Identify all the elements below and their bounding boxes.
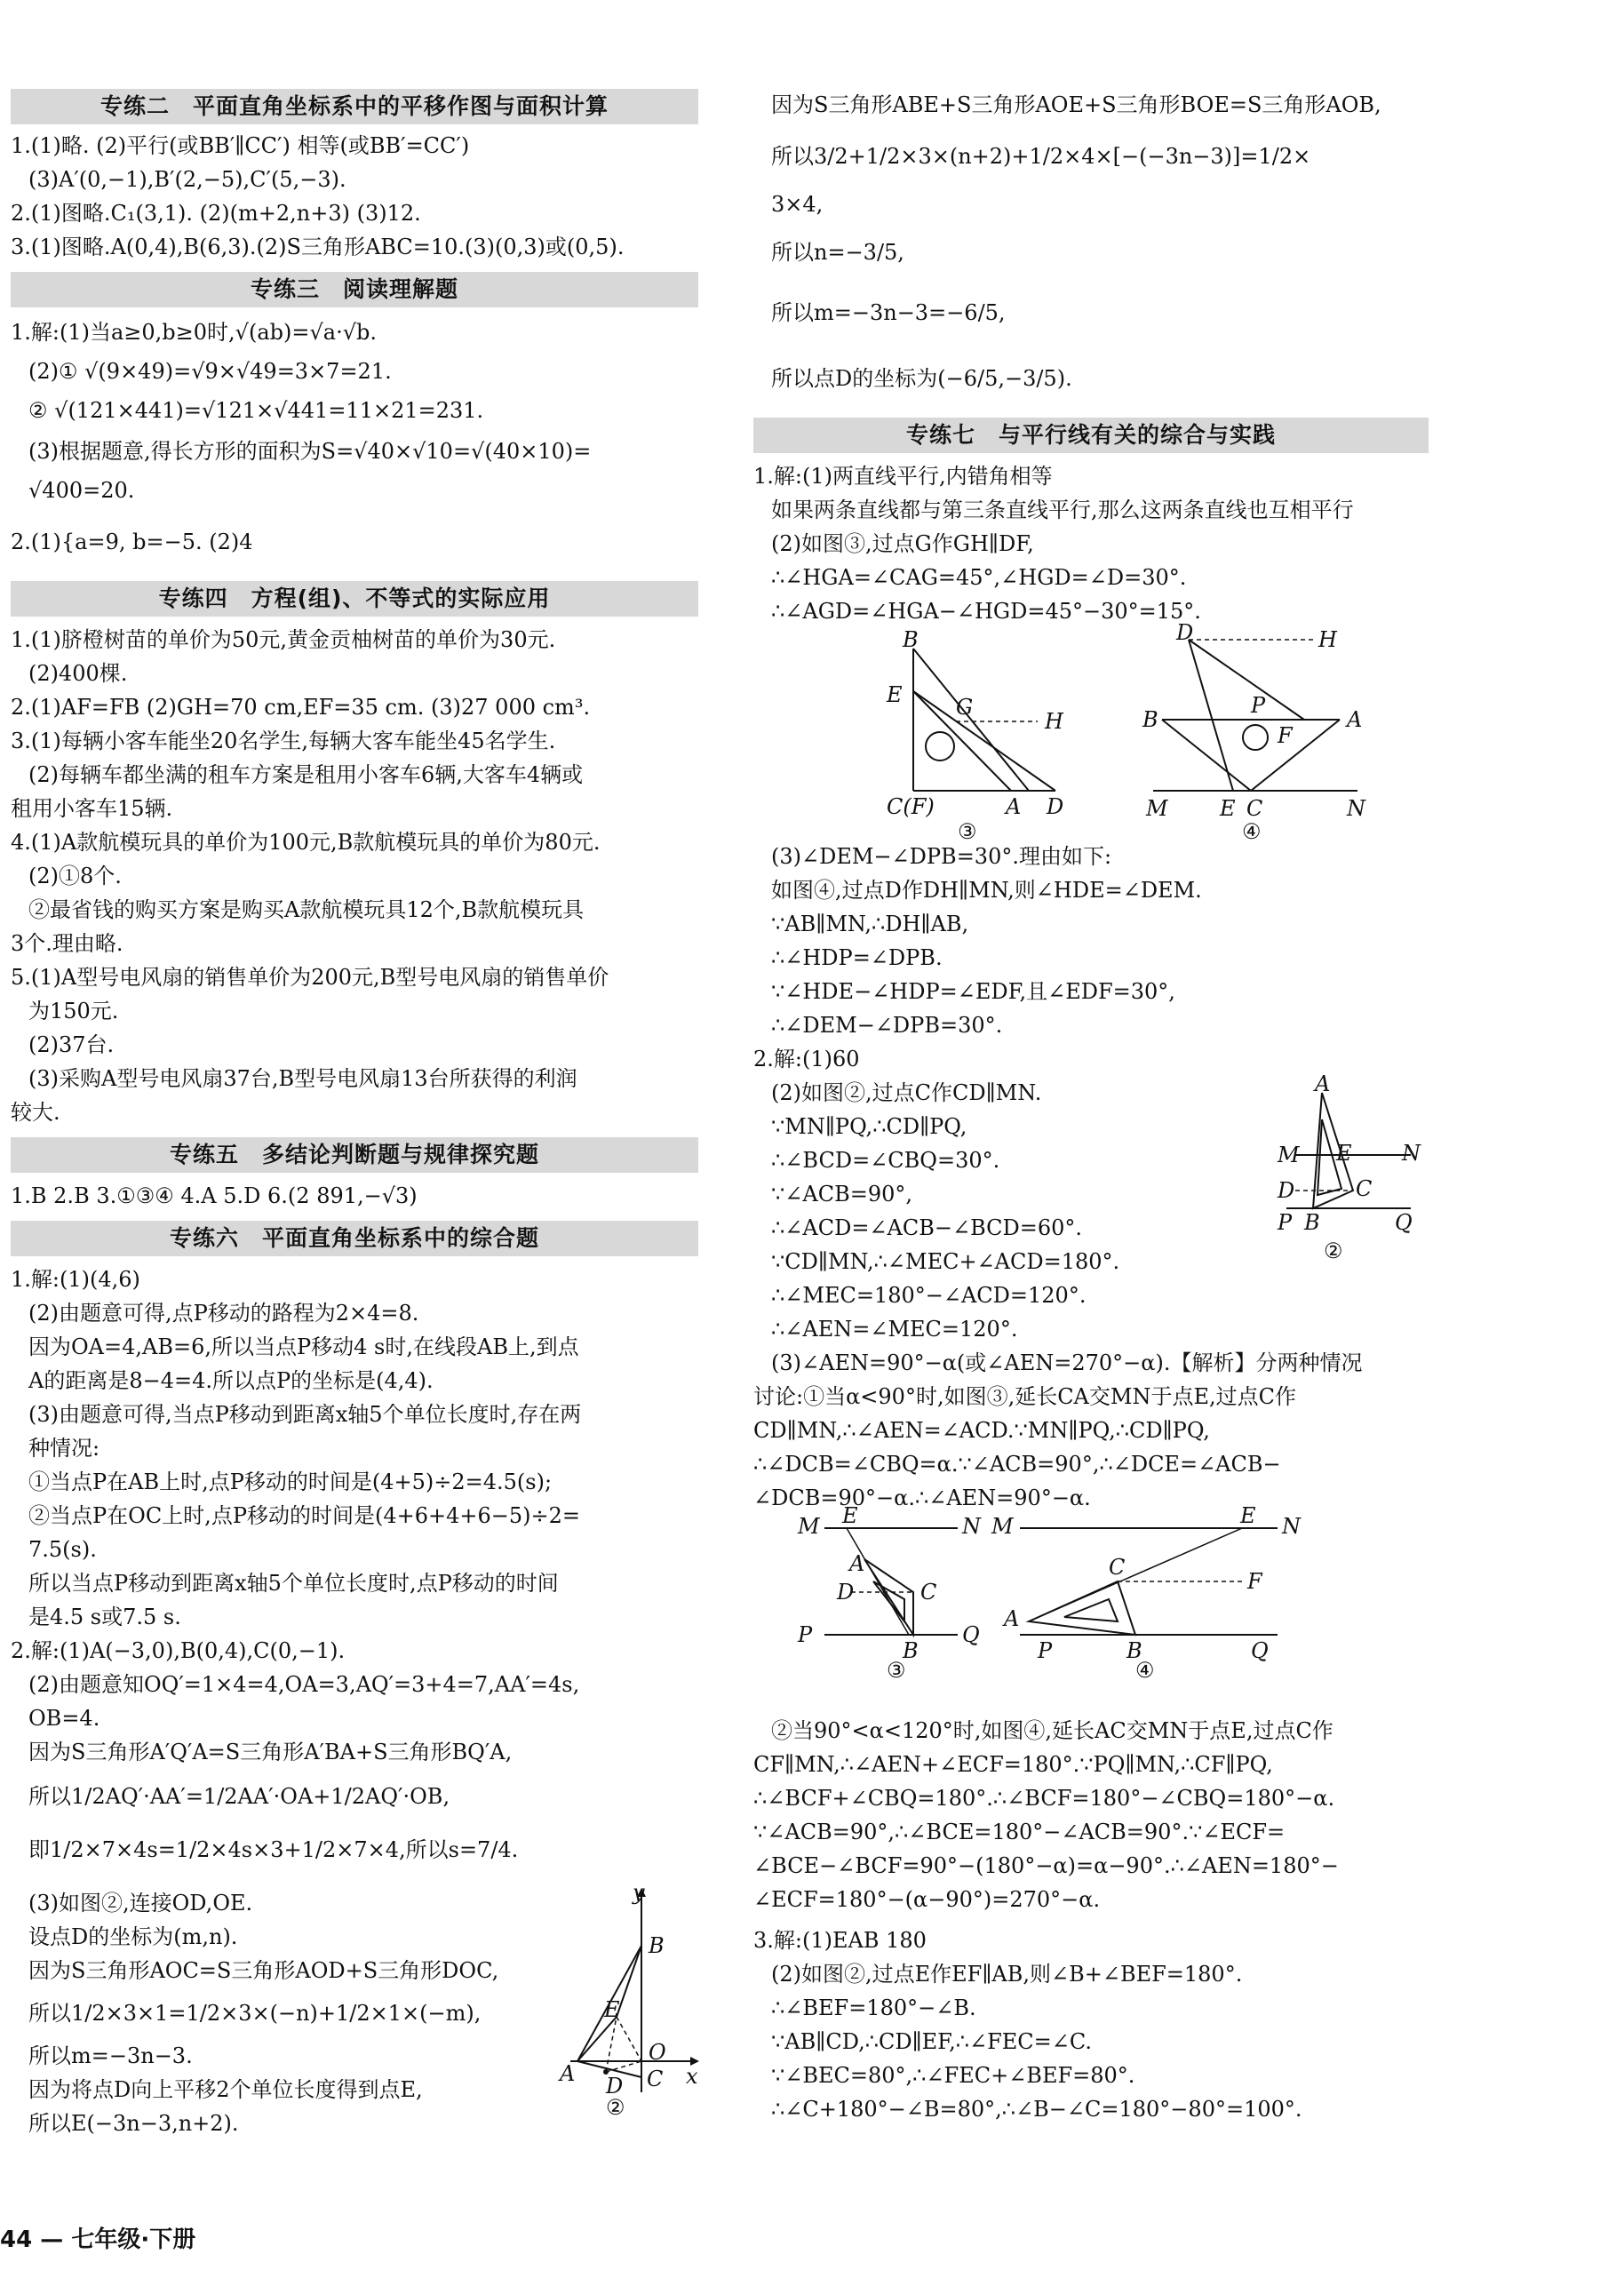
- answer-line: 3.解:(1)EAB 180: [753, 1928, 927, 1953]
- svg-text:A: A: [1006, 794, 1022, 819]
- svg-text:M: M: [991, 1514, 1014, 1539]
- answer-line: ∴∠ACD=∠ACB−∠BCD=60°.: [771, 1215, 1083, 1240]
- answer-line: 租用小客车15辆.: [11, 796, 173, 821]
- triangle-figures: [860, 620, 1393, 844]
- svg-text:A: A: [1004, 1606, 1020, 1631]
- answer-line: CD∥MN,∴∠AEN=∠ACD.∵MN∥PQ,∴CD∥PQ,: [753, 1418, 1210, 1443]
- grade-label: 七年级·下册: [71, 2226, 196, 2253]
- page-number: 44: [0, 2226, 33, 2253]
- answer-line: ②当90°<α<120°时,如图④,延长AC交MN于点E,过点C作: [771, 1718, 1333, 1743]
- svg-text:A: A: [1315, 1071, 1331, 1096]
- answer-line: 2.解:(1)60: [753, 1047, 860, 1071]
- answer-line: (2)① √(9×49)=√9×√49=3×7=21.: [28, 359, 392, 384]
- section-title: 专练三 阅读理解题: [11, 272, 698, 307]
- answer-line: 所以m=−3n−3=−6/5,: [771, 300, 1006, 325]
- section-title: 专练六 平面直角坐标系中的综合题: [11, 1221, 698, 1256]
- figure-caption: ②: [606, 2095, 625, 2120]
- problem2-figure: [1269, 1071, 1429, 1279]
- svg-text:N: N: [962, 1514, 981, 1539]
- svg-text:Q: Q: [962, 1622, 980, 1647]
- answer-line: (2)由题意可得,点P移动的路程为2×4=8.: [28, 1301, 419, 1326]
- answer-line: OB=4.: [28, 1706, 100, 1731]
- answer-line: 2.(1)图略.C₁(3,1). (2)(m+2,n+3) (3)12.: [11, 201, 421, 226]
- answer-line: (2)如图②,过点E作EF∥AB,则∠B+∠BEF=180°.: [771, 1962, 1243, 1987]
- answer-line: 如图④,过点D作DH∥MN,则∠HDE=∠DEM.: [771, 878, 1202, 903]
- answer-line: 1.解:(1)当a≥0,b≥0时,√(ab)=√a·√b.: [11, 320, 377, 345]
- answer-line: ∵∠BEC=80°,∴∠FEC+∠BEF=80°.: [771, 2063, 1135, 2088]
- answer-line: 所以1/2×3×1=1/2×3×(−n)+1/2×1×(−m),: [28, 2001, 482, 2026]
- answer-line: ∵∠ACB=90°,∴∠BCE=180°−∠ACB=90°.∵∠ECF=: [753, 1820, 1286, 1844]
- svg-text:F: F: [1278, 723, 1293, 748]
- answer-line: ∠DCB=90°−α.∴∠AEN=90°−α.: [753, 1485, 1091, 1510]
- section-title: 专练二 平面直角坐标系中的平移作图与面积计算: [11, 89, 698, 124]
- svg-text:P: P: [1038, 1638, 1053, 1663]
- figure-caption: ④: [1135, 1658, 1155, 1683]
- answer-line: ∴∠AEN=∠MEC=120°.: [771, 1317, 1018, 1342]
- answer-line: (2)由题意知OQ′=1×4=4,OA=3,AQ′=3+4=7,AA′=4s,: [28, 1672, 580, 1697]
- svg-text:C: C: [647, 2067, 664, 2091]
- answer-line: 所以E(−3n−3,n+2).: [28, 2111, 239, 2136]
- answer-line: ② √(121×441)=√121×√441=11×21=231.: [28, 398, 484, 423]
- answer-line: 因为S三角形ABE+S三角形AOE+S三角形BOE=S三角形AOB,: [771, 92, 1381, 117]
- svg-text:P: P: [1251, 693, 1266, 718]
- answer-line: 所以当点P移动到距离x轴5个单位长度时,点P移动的时间: [28, 1571, 559, 1596]
- figure-caption: ④: [1242, 819, 1262, 844]
- svg-text:y: y: [633, 1880, 645, 1905]
- answer-line: (2)如图③,过点G作GH∥DF,: [771, 531, 1034, 556]
- svg-text:E: E: [1336, 1141, 1352, 1166]
- svg-text:E: E: [842, 1503, 858, 1528]
- answer-line: 1.解:(1)(4,6): [11, 1267, 140, 1292]
- svg-text:P: P: [1278, 1210, 1293, 1235]
- answer-line: 2.(1){a=9, b=−5. (2)4: [11, 530, 253, 554]
- answer-line: ∴∠AGD=∠HGA−∠HGD=45°−30°=15°.: [771, 599, 1201, 624]
- answer-line: 因为将点D向上平移2个单位长度得到点E,: [28, 2077, 423, 2102]
- svg-text:E: E: [604, 1997, 620, 2022]
- answer-line: 是4.5 s或7.5 s.: [28, 1605, 181, 1629]
- svg-text:C(F): C(F): [887, 794, 935, 819]
- answer-line: ∵AB∥MN,∴DH∥AB,: [771, 912, 969, 936]
- answer-line: 所以m=−3n−3.: [28, 2043, 193, 2068]
- answer-line: (3)∠AEN=90°−α(或∠AEN=270°−α).【解析】分两种情况: [771, 1350, 1363, 1375]
- answer-line: 所以n=−3/5,: [771, 240, 904, 265]
- answer-line: 因为S三角形A′Q′A=S三角形A′BA+S三角形BQ′A,: [28, 1740, 513, 1764]
- answer-line: ∠ECF=180°−(α−90°)=270°−α.: [753, 1887, 1101, 1912]
- svg-text:M: M: [1146, 796, 1168, 821]
- answer-line: 2.(1)AF=FB (2)GH=70 cm,EF=35 cm. (3)27 000 cm³.: [11, 695, 591, 720]
- svg-text:D: D: [1176, 620, 1194, 645]
- answer-line: ∵MN∥PQ,∴CD∥PQ,: [771, 1114, 967, 1139]
- answer-line: CF∥MN,∴∠AEN+∠ECF=180°.∵PQ∥MN,∴CF∥PQ,: [753, 1752, 1273, 1777]
- answer-line: ∴∠BEF=180°−∠B.: [771, 1995, 976, 2020]
- answer-line: (3)如图②,连接OD,OE.: [28, 1891, 253, 1916]
- svg-text:Q: Q: [1395, 1210, 1413, 1235]
- svg-text:B: B: [903, 627, 919, 652]
- svg-text:B: B: [903, 1638, 919, 1663]
- svg-text:E: E: [1240, 1503, 1256, 1528]
- answer-line: ∴∠BCF+∠CBQ=180°.∴∠BCF=180°−∠CBQ=180°−α.: [753, 1786, 1335, 1811]
- answer-line: ∴∠MEC=180°−∠ACD=120°.: [771, 1283, 1087, 1308]
- answer-line: 所以3/2+1/2×3×(n+2)+1/2×4×[−(−3n−3)]=1/2×: [771, 144, 1311, 169]
- answer-line: 所以1/2AQ′·AA′=1/2AA′·OA+1/2AQ′·OB,: [28, 1784, 450, 1809]
- answer-line: ∴∠HGA=∠CAG=45°,∠HGD=∠D=30°.: [771, 565, 1187, 590]
- footer-separator: —: [40, 2226, 64, 2253]
- answer-line: (2)①8个.: [28, 864, 122, 888]
- answer-line: ∠BCE−∠BCF=90°−(180°−α)=α−90°.∴∠AEN=180°−: [753, 1853, 1339, 1878]
- answer-line: 2.解:(1)A(−3,0),B(0,4),C(0,−1).: [11, 1638, 346, 1663]
- svg-text:N: N: [1282, 1514, 1301, 1539]
- answer-line: 种情况:: [28, 1436, 100, 1461]
- svg-text:M: M: [1278, 1143, 1300, 1167]
- svg-text:G: G: [956, 695, 974, 720]
- answer-line: (3)由题意可得,当点P移动到距离x轴5个单位长度时,存在两: [28, 1402, 582, 1427]
- answer-line: ∴∠HDP=∠DPB.: [771, 945, 943, 970]
- svg-text:E: E: [1220, 796, 1236, 821]
- svg-text:D: D: [606, 2074, 624, 2099]
- answer-line: (3)A′(0,−1),B′(2,−5),C′(5,−3).: [28, 167, 346, 192]
- answer-line: √400=20.: [28, 478, 135, 503]
- svg-text:N: N: [1347, 796, 1365, 821]
- answer-line: 1.解:(1)两直线平行,内错角相等: [753, 464, 1053, 489]
- svg-text:C: C: [1109, 1555, 1126, 1580]
- svg-text:x: x: [686, 2064, 698, 2089]
- answer-line: 3×4,: [771, 192, 824, 217]
- answer-line: (3)采购A型号电风扇37台,B型号电风扇13台所获得的利润: [28, 1066, 577, 1091]
- svg-text:D: D: [1278, 1178, 1295, 1203]
- svg-text:A: A: [1347, 707, 1363, 732]
- svg-text:E: E: [887, 682, 903, 707]
- svg-text:O: O: [649, 2040, 666, 2065]
- answer-line: (3)∠DEM−∠DPB=30°.理由如下:: [771, 844, 1112, 869]
- answer-line: 3个.理由略.: [11, 931, 123, 956]
- svg-text:P: P: [798, 1622, 813, 1647]
- answer-line: (3)根据题意,得长方形的面积为S=√40×√10=√(40×10)=: [28, 439, 592, 464]
- answer-line: 4.(1)A款航模玩具的单价为100元,B款航模玩具的单价为80元.: [11, 830, 601, 855]
- svg-text:B: B: [1304, 1210, 1320, 1235]
- coordinate-figure: [553, 1880, 704, 2120]
- answer-line: ∴∠DCB=∠CBQ=α.∵∠ACB=90°,∴∠DCE=∠ACB−: [753, 1452, 1281, 1477]
- answer-line: 5.(1)A型号电风扇的销售单价为200元,B型号电风扇的销售单价: [11, 965, 609, 990]
- section-title: 专练七 与平行线有关的综合与实践: [753, 418, 1429, 453]
- svg-text:D: D: [1047, 794, 1064, 819]
- answer-line: ∵∠HDE−∠HDP=∠EDF,且∠EDF=30°,: [771, 979, 1175, 1004]
- svg-text:Q: Q: [1251, 1638, 1269, 1663]
- answer-line: 3.(1)图略.A(0,4),B(6,3).(2)S三角形ABC=10.(3)(0,3)或(0,5).: [11, 235, 625, 259]
- answer-line: ∵AB∥CD,∴CD∥EF,∴∠FEC=∠C.: [771, 2029, 1092, 2054]
- svg-text:B: B: [649, 1933, 665, 1958]
- answer-line: 7.5(s).: [28, 1537, 97, 1562]
- svg-text:H: H: [1045, 709, 1063, 734]
- svg-text:A: A: [849, 1551, 865, 1576]
- svg-text:D: D: [837, 1580, 855, 1605]
- answer-line: 1.(1)略. (2)平行(或BB′∥CC′) 相等(或BB′=CC′): [11, 133, 470, 158]
- answer-line: ∴∠C+180°−∠B=80°,∴∠B−∠C=180°−80°=100°.: [771, 2097, 1302, 2122]
- answer-line: ∴∠BCD=∠CBQ=30°.: [771, 1148, 1000, 1173]
- answer-line: 所以点D的坐标为(−6/5,−3/5).: [771, 366, 1072, 391]
- answer-line: 如果两条直线都与第三条直线平行,那么这两条直线也互相平行: [771, 498, 1354, 522]
- svg-text:C: C: [1246, 796, 1263, 821]
- svg-text:A: A: [560, 2061, 576, 2086]
- page-footer: [0, 2221, 355, 2257]
- answer-line: ②最省钱的购买方案是购买A款航模玩具12个,B款航模玩具: [28, 897, 585, 922]
- answer-line: 3.(1)每辆小客车能坐20名学生,每辆大客车能坐45名学生.: [11, 729, 556, 753]
- svg-text:C: C: [920, 1580, 937, 1605]
- answer-line: 较大.: [11, 1100, 60, 1125]
- answer-line: A的距离是8−4=4.所以点P的坐标是(4,4).: [28, 1368, 434, 1393]
- answer-line: ②当点P在OC上时,点P移动的时间是(4+6+4+6−5)÷2=: [28, 1503, 580, 1528]
- answer-line: (2)如图②,过点C作CD∥MN.: [771, 1080, 1042, 1105]
- figure-caption: ②: [1324, 1239, 1343, 1263]
- svg-text:B: B: [1142, 707, 1158, 732]
- svg-text:C: C: [1356, 1176, 1373, 1201]
- answer-line: 因为S三角形AOC=S三角形AOD+S三角形DOC,: [28, 1958, 499, 1983]
- answer-line: ∵CD∥MN,∴∠MEC+∠ACD=180°.: [771, 1249, 1120, 1274]
- answer-line: 1.(1)脐橙树苗的单价为50元,黄金贡柚树苗的单价为30元.: [11, 627, 556, 652]
- svg-text:H: H: [1318, 627, 1337, 652]
- answer-line: (2)37台.: [28, 1032, 115, 1057]
- answer-line: 为150元.: [28, 999, 119, 1023]
- answer-line: ①当点P在AB上时,点P移动的时间是(4+5)÷2=4.5(s);: [28, 1470, 553, 1494]
- section-title: 专练四 方程(组)、不等式的实际应用: [11, 581, 698, 617]
- answer-line: (2)400棵.: [28, 661, 128, 686]
- section-title: 专练五 多结论判断题与规律探究题: [11, 1137, 698, 1173]
- answer-line: 1.B 2.B 3.①③④ 4.A 5.D 6.(2 891,−√3): [11, 1183, 418, 1208]
- svg-text:M: M: [798, 1514, 820, 1539]
- answer-line: 设点D的坐标为(m,n).: [28, 1924, 238, 1949]
- angle-figures: [780, 1503, 1313, 1683]
- answer-line: 讨论:①当α<90°时,如图③,延长CA交MN于点E,过点C作: [753, 1384, 1296, 1409]
- answer-line: ∵∠ACB=90°,: [771, 1182, 912, 1207]
- answer-line: (2)每辆车都坐满的租车方案是租用小客车6辆,大客车4辆或: [28, 762, 584, 787]
- figure-caption: ③: [958, 819, 977, 844]
- figure-caption: ③: [887, 1658, 906, 1683]
- answer-line: 因为OA=4,AB=6,所以当点P移动4 s时,在线段AB上,到点: [28, 1334, 579, 1359]
- svg-text:N: N: [1402, 1141, 1421, 1166]
- svg-text:B: B: [1126, 1638, 1142, 1663]
- answer-line: 即1/2×7×4s=1/2×4s×3+1/2×7×4,所以s=7/4.: [28, 1837, 519, 1862]
- answer-line: ∴∠DEM−∠DPB=30°.: [771, 1013, 1003, 1038]
- svg-text:F: F: [1247, 1569, 1262, 1594]
